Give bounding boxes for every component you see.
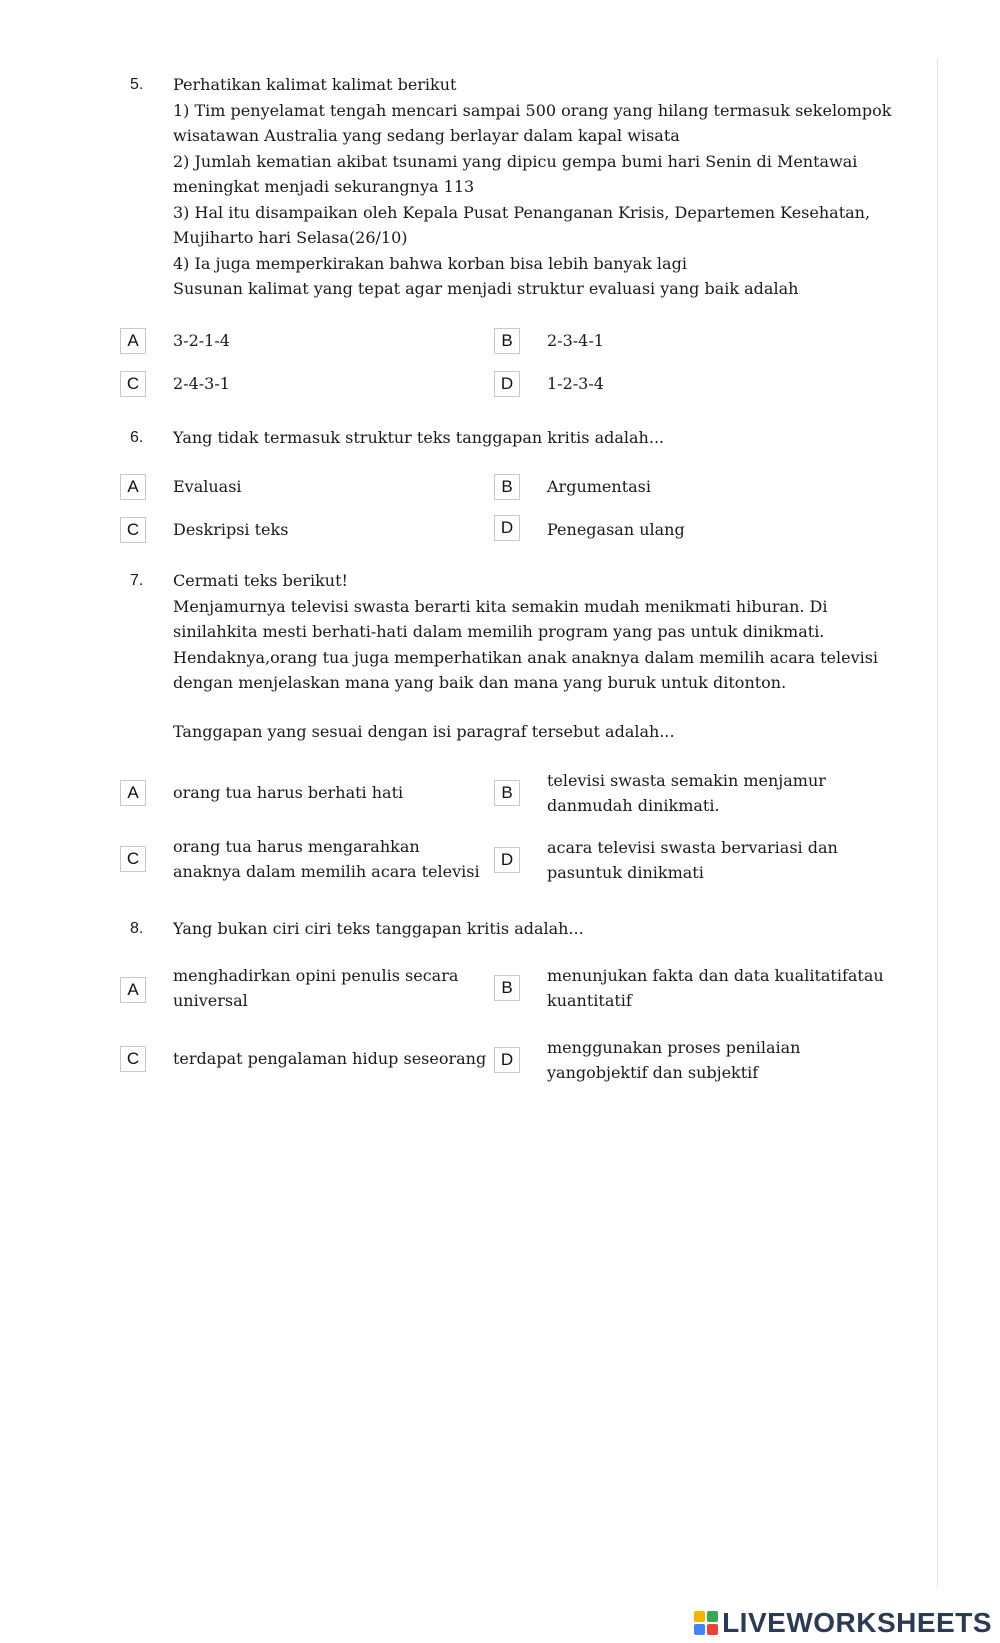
option-letter-box[interactable]: C xyxy=(120,371,146,397)
statement-3: 3) Hal itu disampaikan oleh Kepala Pusat Penanganan Krisis, Departemen Kesehatan, Mujiharto hari Selasa(26/10) xyxy=(173,202,871,247)
question-number: 7. xyxy=(130,572,144,589)
question-8 xyxy=(130,916,910,946)
question-body xyxy=(173,72,908,302)
question-number: 8. xyxy=(130,920,144,937)
question-instruction: Tanggapan yang sesuai dengan isi paragraf tersebut adalah... xyxy=(173,721,675,741)
option-letter-box[interactable]: C xyxy=(120,846,146,872)
question-6 xyxy=(130,425,910,455)
option-text: Argumentasi xyxy=(547,477,651,496)
option-text: acara televisi swasta bervariasi dan pasuntuk dinikmati xyxy=(547,838,838,882)
option-text: orang tua harus mengarahkan anaknya dalam memilih acara televisi xyxy=(173,837,480,881)
statement-2: 2) Jumlah kematian akibat tsunami yang dipicu gempa bumi hari Senin di Mentawai meningkat menjadi sekurangnya 113 xyxy=(173,151,858,196)
statement-1: 1) Tim penyelamat tengah mencari sampai 500 orang yang hilang termasuk sekelompok wisatawan Australia yang sedang berlayar dalam kapal wisata xyxy=(173,100,892,145)
question-body xyxy=(173,568,908,744)
logo-square-icon xyxy=(707,1611,718,1622)
option-letter-box[interactable]: A xyxy=(120,780,146,806)
option-text: orang tua harus berhati hati xyxy=(173,783,404,802)
logo-square-icon xyxy=(694,1611,705,1622)
passage-text: Menjamurnya televisi swasta berarti kita semakin mudah menikmati hiburan. Di sinilahkita mesti berhati-hati dalam memilih program yang pas untuk dinikmati. Hendaknya,orang tua juga memperhatikan anak anaknya dalam memilih acara televisi dengan menjelaskan mana yang baik dan mana yang buruk untuk ditonton. xyxy=(173,596,879,692)
option-letter-box[interactable]: C xyxy=(120,517,146,543)
option-letter-box[interactable]: A xyxy=(120,977,146,1003)
question-body xyxy=(173,916,908,942)
option-letter-box[interactable]: B xyxy=(494,975,520,1001)
option-letter-box[interactable]: D xyxy=(494,371,520,397)
option-letter-box[interactable]: D xyxy=(494,1047,520,1073)
option-text: televisi swasta semakin menjamur danmudah dinikmati. xyxy=(547,771,826,815)
question-5 xyxy=(130,72,910,302)
page-margin-rule xyxy=(937,58,938,1588)
option-text: Evaluasi xyxy=(173,477,242,496)
option-text: 3-2-1-4 xyxy=(173,331,230,350)
question-number: 6. xyxy=(130,429,144,446)
liveworksheets-logo xyxy=(694,1607,992,1639)
logo-mark-icon xyxy=(694,1611,718,1635)
option-letter-box[interactable]: D xyxy=(494,847,520,873)
question-prompt: Yang bukan ciri ciri teks tanggapan kritis adalah... xyxy=(173,919,584,938)
option-letter-box[interactable]: B xyxy=(494,780,520,806)
option-letter-box[interactable]: B xyxy=(494,474,520,500)
option-letter-box[interactable]: C xyxy=(120,1046,146,1072)
option-text: menghadirkan opini penulis secara universal xyxy=(173,966,459,1010)
option-text: menunjukan fakta dan data kualitatifatau kuantitatif xyxy=(547,966,884,1010)
logo-text: LIVEWORKSHEETS xyxy=(722,1607,992,1638)
question-prompt: Cermati teks berikut! xyxy=(173,571,348,590)
question-prompt: Yang tidak termasuk struktur teks tanggapan kritis adalah... xyxy=(173,428,665,447)
option-text: Penegasan ulang xyxy=(547,520,685,539)
option-letter-box[interactable]: D xyxy=(494,515,520,541)
option-text: 1-2-3-4 xyxy=(547,374,604,393)
option-text: terdapat pengalaman hidup seseorang xyxy=(173,1049,487,1068)
statement-4: 4) Ia juga memperkirakan bahwa korban bisa lebih banyak lagi xyxy=(173,253,687,273)
question-instruction: Susunan kalimat yang tepat agar menjadi struktur evaluasi yang baik adalah xyxy=(173,279,799,298)
option-text: 2-4-3-1 xyxy=(173,374,230,393)
option-text: Deskripsi teks xyxy=(173,520,289,539)
option-letter-box[interactable]: A xyxy=(120,328,146,354)
question-number: 5. xyxy=(130,76,144,93)
option-text: 2-3-4-1 xyxy=(547,331,604,350)
option-text: menggunakan proses penilaian yangobjektif dan subjektif xyxy=(547,1038,801,1082)
option-letter-box[interactable]: B xyxy=(494,328,520,354)
question-7 xyxy=(130,568,910,741)
option-letter-box[interactable]: A xyxy=(120,474,146,500)
logo-square-icon xyxy=(707,1624,718,1635)
question-body xyxy=(173,425,908,451)
logo-square-icon xyxy=(694,1624,705,1635)
question-prompt: Perhatikan kalimat kalimat berikut xyxy=(173,75,457,94)
